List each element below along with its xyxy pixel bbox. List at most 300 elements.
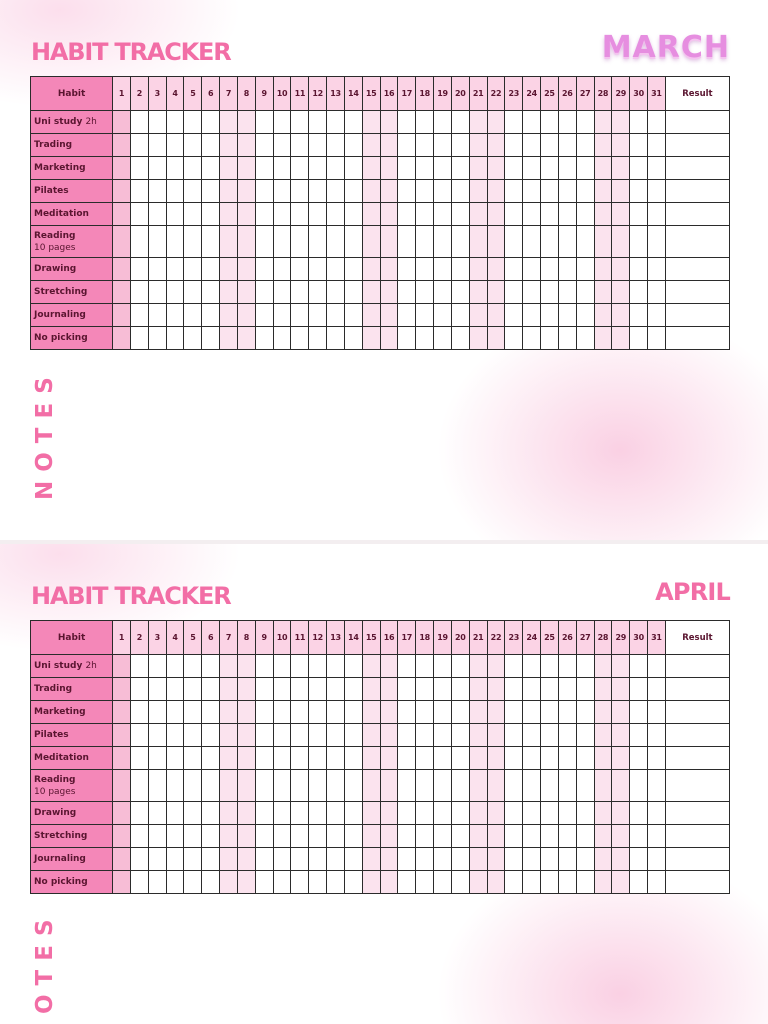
day-check-cell[interactable] [380, 327, 398, 350]
day-check-cell[interactable] [434, 111, 452, 134]
day-check-cell[interactable] [362, 226, 380, 258]
day-check-cell[interactable] [166, 281, 184, 304]
day-check-cell[interactable] [523, 724, 541, 747]
day-check-cell[interactable] [576, 678, 594, 701]
result-cell[interactable] [665, 157, 729, 180]
day-check-cell[interactable] [148, 848, 166, 871]
day-check-cell[interactable] [541, 226, 559, 258]
day-check-cell[interactable] [594, 655, 612, 678]
day-check-cell[interactable] [166, 258, 184, 281]
day-check-cell[interactable] [523, 678, 541, 701]
result-cell[interactable] [665, 678, 729, 701]
day-check-cell[interactable] [202, 825, 220, 848]
result-cell[interactable] [665, 226, 729, 258]
day-check-cell[interactable] [327, 327, 345, 350]
day-check-cell[interactable] [344, 825, 362, 848]
day-check-cell[interactable] [576, 871, 594, 894]
day-check-cell[interactable] [255, 871, 273, 894]
day-check-cell[interactable] [647, 258, 665, 281]
day-check-cell[interactable] [166, 226, 184, 258]
day-check-cell[interactable] [505, 871, 523, 894]
day-check-cell[interactable] [487, 226, 505, 258]
day-check-cell[interactable] [130, 134, 148, 157]
day-check-cell[interactable] [576, 770, 594, 802]
day-check-cell[interactable] [612, 871, 630, 894]
day-check-cell[interactable] [451, 281, 469, 304]
day-check-cell[interactable] [255, 281, 273, 304]
day-check-cell[interactable] [505, 770, 523, 802]
day-check-cell[interactable] [220, 327, 238, 350]
day-check-cell[interactable] [291, 871, 309, 894]
day-check-cell[interactable] [469, 747, 487, 770]
day-check-cell[interactable] [202, 111, 220, 134]
day-check-cell[interactable] [237, 111, 255, 134]
day-check-cell[interactable] [558, 770, 576, 802]
day-check-cell[interactable] [327, 281, 345, 304]
day-check-cell[interactable] [416, 701, 434, 724]
day-check-cell[interactable] [166, 203, 184, 226]
day-check-cell[interactable] [612, 848, 630, 871]
day-check-cell[interactable] [237, 770, 255, 802]
day-check-cell[interactable] [273, 770, 291, 802]
day-check-cell[interactable] [148, 134, 166, 157]
day-check-cell[interactable] [309, 678, 327, 701]
day-check-cell[interactable] [469, 701, 487, 724]
day-check-cell[interactable] [505, 281, 523, 304]
day-check-cell[interactable] [612, 701, 630, 724]
day-check-cell[interactable] [362, 747, 380, 770]
day-check-cell[interactable] [237, 258, 255, 281]
day-check-cell[interactable] [487, 825, 505, 848]
day-check-cell[interactable] [594, 180, 612, 203]
day-check-cell[interactable] [523, 747, 541, 770]
day-check-cell[interactable] [362, 304, 380, 327]
day-check-cell[interactable] [398, 111, 416, 134]
day-check-cell[interactable] [469, 203, 487, 226]
day-check-cell[interactable] [434, 327, 452, 350]
day-check-cell[interactable] [202, 258, 220, 281]
day-check-cell[interactable] [451, 770, 469, 802]
day-check-cell[interactable] [309, 157, 327, 180]
day-check-cell[interactable] [594, 203, 612, 226]
day-check-cell[interactable] [255, 724, 273, 747]
day-check-cell[interactable] [398, 747, 416, 770]
day-check-cell[interactable] [291, 825, 309, 848]
result-cell[interactable] [665, 327, 729, 350]
day-check-cell[interactable] [220, 258, 238, 281]
day-check-cell[interactable] [291, 304, 309, 327]
day-check-cell[interactable] [558, 180, 576, 203]
day-check-cell[interactable] [630, 848, 648, 871]
day-check-cell[interactable] [487, 157, 505, 180]
day-check-cell[interactable] [647, 848, 665, 871]
day-check-cell[interactable] [237, 203, 255, 226]
day-check-cell[interactable] [630, 304, 648, 327]
day-check-cell[interactable] [255, 678, 273, 701]
day-check-cell[interactable] [130, 281, 148, 304]
day-check-cell[interactable] [612, 111, 630, 134]
day-check-cell[interactable] [416, 848, 434, 871]
day-check-cell[interactable] [630, 327, 648, 350]
day-check-cell[interactable] [469, 304, 487, 327]
day-check-cell[interactable] [255, 258, 273, 281]
day-check-cell[interactable] [558, 111, 576, 134]
result-cell[interactable] [665, 258, 729, 281]
day-check-cell[interactable] [202, 281, 220, 304]
day-check-cell[interactable] [184, 203, 202, 226]
day-check-cell[interactable] [505, 111, 523, 134]
day-check-cell[interactable] [255, 701, 273, 724]
day-check-cell[interactable] [647, 180, 665, 203]
day-check-cell[interactable] [237, 281, 255, 304]
day-check-cell[interactable] [434, 281, 452, 304]
day-check-cell[interactable] [184, 327, 202, 350]
day-check-cell[interactable] [630, 701, 648, 724]
day-check-cell[interactable] [380, 678, 398, 701]
day-check-cell[interactable] [380, 802, 398, 825]
day-check-cell[interactable] [184, 281, 202, 304]
day-check-cell[interactable] [505, 701, 523, 724]
day-check-cell[interactable] [309, 203, 327, 226]
day-check-cell[interactable] [362, 327, 380, 350]
day-check-cell[interactable] [380, 701, 398, 724]
day-check-cell[interactable] [273, 134, 291, 157]
day-check-cell[interactable] [344, 304, 362, 327]
day-check-cell[interactable] [630, 770, 648, 802]
day-check-cell[interactable] [362, 134, 380, 157]
day-check-cell[interactable] [380, 747, 398, 770]
day-check-cell[interactable] [541, 327, 559, 350]
day-check-cell[interactable] [523, 304, 541, 327]
day-check-cell[interactable] [184, 770, 202, 802]
day-check-cell[interactable] [558, 134, 576, 157]
day-check-cell[interactable] [273, 226, 291, 258]
day-check-cell[interactable] [505, 655, 523, 678]
day-check-cell[interactable] [647, 770, 665, 802]
day-check-cell[interactable] [630, 203, 648, 226]
day-check-cell[interactable] [416, 655, 434, 678]
day-check-cell[interactable] [451, 678, 469, 701]
day-check-cell[interactable] [291, 203, 309, 226]
result-cell[interactable] [665, 802, 729, 825]
day-check-cell[interactable] [327, 701, 345, 724]
day-check-cell[interactable] [505, 134, 523, 157]
day-check-cell[interactable] [612, 724, 630, 747]
day-check-cell[interactable] [558, 327, 576, 350]
day-check-cell[interactable] [344, 157, 362, 180]
day-check-cell[interactable] [344, 111, 362, 134]
day-check-cell[interactable] [113, 327, 131, 350]
day-check-cell[interactable] [523, 180, 541, 203]
day-check-cell[interactable] [505, 747, 523, 770]
day-check-cell[interactable] [541, 871, 559, 894]
day-check-cell[interactable] [148, 678, 166, 701]
day-check-cell[interactable] [612, 157, 630, 180]
result-cell[interactable] [665, 281, 729, 304]
day-check-cell[interactable] [273, 724, 291, 747]
day-check-cell[interactable] [594, 327, 612, 350]
day-check-cell[interactable] [487, 134, 505, 157]
day-check-cell[interactable] [416, 157, 434, 180]
day-check-cell[interactable] [434, 848, 452, 871]
day-check-cell[interactable] [344, 747, 362, 770]
day-check-cell[interactable] [594, 157, 612, 180]
day-check-cell[interactable] [451, 871, 469, 894]
day-check-cell[interactable] [273, 304, 291, 327]
day-check-cell[interactable] [558, 304, 576, 327]
day-check-cell[interactable] [451, 304, 469, 327]
day-check-cell[interactable] [558, 747, 576, 770]
day-check-cell[interactable] [505, 802, 523, 825]
result-cell[interactable] [665, 825, 729, 848]
day-check-cell[interactable] [113, 825, 131, 848]
day-check-cell[interactable] [541, 180, 559, 203]
day-check-cell[interactable] [113, 701, 131, 724]
day-check-cell[interactable] [113, 848, 131, 871]
day-check-cell[interactable] [344, 258, 362, 281]
day-check-cell[interactable] [487, 848, 505, 871]
day-check-cell[interactable] [220, 180, 238, 203]
day-check-cell[interactable] [344, 724, 362, 747]
day-check-cell[interactable] [380, 111, 398, 134]
day-check-cell[interactable] [612, 747, 630, 770]
day-check-cell[interactable] [541, 802, 559, 825]
day-check-cell[interactable] [237, 180, 255, 203]
day-check-cell[interactable] [220, 134, 238, 157]
day-check-cell[interactable] [523, 770, 541, 802]
day-check-cell[interactable] [327, 848, 345, 871]
day-check-cell[interactable] [148, 111, 166, 134]
day-check-cell[interactable] [202, 701, 220, 724]
day-check-cell[interactable] [398, 825, 416, 848]
day-check-cell[interactable] [130, 180, 148, 203]
day-check-cell[interactable] [166, 747, 184, 770]
day-check-cell[interactable] [434, 180, 452, 203]
day-check-cell[interactable] [362, 701, 380, 724]
result-cell[interactable] [665, 134, 729, 157]
day-check-cell[interactable] [344, 701, 362, 724]
day-check-cell[interactable] [451, 226, 469, 258]
day-check-cell[interactable] [255, 226, 273, 258]
day-check-cell[interactable] [630, 802, 648, 825]
day-check-cell[interactable] [166, 327, 184, 350]
day-check-cell[interactable] [166, 157, 184, 180]
day-check-cell[interactable] [344, 770, 362, 802]
day-check-cell[interactable] [647, 655, 665, 678]
day-check-cell[interactable] [344, 655, 362, 678]
day-check-cell[interactable] [166, 678, 184, 701]
day-check-cell[interactable] [309, 802, 327, 825]
day-check-cell[interactable] [469, 327, 487, 350]
day-check-cell[interactable] [576, 180, 594, 203]
day-check-cell[interactable] [451, 825, 469, 848]
day-check-cell[interactable] [380, 825, 398, 848]
day-check-cell[interactable] [184, 304, 202, 327]
day-check-cell[interactable] [416, 203, 434, 226]
day-check-cell[interactable] [237, 848, 255, 871]
day-check-cell[interactable] [505, 180, 523, 203]
day-check-cell[interactable] [416, 281, 434, 304]
day-check-cell[interactable] [362, 770, 380, 802]
day-check-cell[interactable] [612, 180, 630, 203]
day-check-cell[interactable] [130, 848, 148, 871]
day-check-cell[interactable] [380, 871, 398, 894]
day-check-cell[interactable] [576, 724, 594, 747]
day-check-cell[interactable] [434, 770, 452, 802]
day-check-cell[interactable] [184, 802, 202, 825]
day-check-cell[interactable] [362, 157, 380, 180]
day-check-cell[interactable] [255, 111, 273, 134]
day-check-cell[interactable] [487, 871, 505, 894]
day-check-cell[interactable] [148, 655, 166, 678]
day-check-cell[interactable] [469, 180, 487, 203]
day-check-cell[interactable] [451, 848, 469, 871]
day-check-cell[interactable] [220, 770, 238, 802]
day-check-cell[interactable] [344, 281, 362, 304]
day-check-cell[interactable] [523, 111, 541, 134]
day-check-cell[interactable] [380, 281, 398, 304]
day-check-cell[interactable] [523, 157, 541, 180]
day-check-cell[interactable] [434, 678, 452, 701]
day-check-cell[interactable] [594, 802, 612, 825]
day-check-cell[interactable] [505, 226, 523, 258]
day-check-cell[interactable] [327, 825, 345, 848]
day-check-cell[interactable] [434, 825, 452, 848]
day-check-cell[interactable] [291, 226, 309, 258]
day-check-cell[interactable] [434, 258, 452, 281]
day-check-cell[interactable] [148, 770, 166, 802]
day-check-cell[interactable] [558, 678, 576, 701]
day-check-cell[interactable] [380, 203, 398, 226]
day-check-cell[interactable] [309, 724, 327, 747]
day-check-cell[interactable] [612, 678, 630, 701]
day-check-cell[interactable] [416, 304, 434, 327]
day-check-cell[interactable] [113, 281, 131, 304]
day-check-cell[interactable] [184, 655, 202, 678]
day-check-cell[interactable] [451, 747, 469, 770]
day-check-cell[interactable] [309, 258, 327, 281]
day-check-cell[interactable] [148, 825, 166, 848]
day-check-cell[interactable] [362, 258, 380, 281]
day-check-cell[interactable] [558, 871, 576, 894]
day-check-cell[interactable] [237, 304, 255, 327]
day-check-cell[interactable] [291, 655, 309, 678]
day-check-cell[interactable] [184, 258, 202, 281]
day-check-cell[interactable] [612, 825, 630, 848]
day-check-cell[interactable] [202, 871, 220, 894]
day-check-cell[interactable] [630, 724, 648, 747]
day-check-cell[interactable] [434, 871, 452, 894]
result-cell[interactable] [665, 871, 729, 894]
day-check-cell[interactable] [291, 327, 309, 350]
day-check-cell[interactable] [505, 848, 523, 871]
day-check-cell[interactable] [487, 258, 505, 281]
day-check-cell[interactable] [630, 226, 648, 258]
day-check-cell[interactable] [148, 281, 166, 304]
day-check-cell[interactable] [434, 226, 452, 258]
day-check-cell[interactable] [630, 157, 648, 180]
day-check-cell[interactable] [113, 770, 131, 802]
day-check-cell[interactable] [469, 226, 487, 258]
day-check-cell[interactable] [576, 701, 594, 724]
day-check-cell[interactable] [130, 203, 148, 226]
result-cell[interactable] [665, 203, 729, 226]
day-check-cell[interactable] [594, 304, 612, 327]
day-check-cell[interactable] [541, 747, 559, 770]
day-check-cell[interactable] [416, 747, 434, 770]
day-check-cell[interactable] [612, 258, 630, 281]
result-cell[interactable] [665, 701, 729, 724]
day-check-cell[interactable] [487, 327, 505, 350]
day-check-cell[interactable] [576, 226, 594, 258]
day-check-cell[interactable] [558, 281, 576, 304]
day-check-cell[interactable] [380, 134, 398, 157]
day-check-cell[interactable] [505, 157, 523, 180]
day-check-cell[interactable] [630, 281, 648, 304]
day-check-cell[interactable] [647, 304, 665, 327]
day-check-cell[interactable] [202, 848, 220, 871]
day-check-cell[interactable] [113, 655, 131, 678]
day-check-cell[interactable] [113, 203, 131, 226]
day-check-cell[interactable] [505, 327, 523, 350]
day-check-cell[interactable] [523, 655, 541, 678]
day-check-cell[interactable] [487, 802, 505, 825]
day-check-cell[interactable] [451, 258, 469, 281]
day-check-cell[interactable] [327, 157, 345, 180]
day-check-cell[interactable] [380, 724, 398, 747]
day-check-cell[interactable] [220, 747, 238, 770]
result-cell[interactable] [665, 724, 729, 747]
day-check-cell[interactable] [576, 258, 594, 281]
day-check-cell[interactable] [166, 180, 184, 203]
day-check-cell[interactable] [362, 203, 380, 226]
day-check-cell[interactable] [255, 802, 273, 825]
day-check-cell[interactable] [327, 258, 345, 281]
day-check-cell[interactable] [148, 802, 166, 825]
day-check-cell[interactable] [576, 157, 594, 180]
day-check-cell[interactable] [148, 180, 166, 203]
day-check-cell[interactable] [612, 770, 630, 802]
day-check-cell[interactable] [220, 724, 238, 747]
day-check-cell[interactable] [451, 701, 469, 724]
day-check-cell[interactable] [130, 825, 148, 848]
day-check-cell[interactable] [273, 157, 291, 180]
day-check-cell[interactable] [344, 180, 362, 203]
day-check-cell[interactable] [184, 724, 202, 747]
day-check-cell[interactable] [327, 111, 345, 134]
day-check-cell[interactable] [237, 157, 255, 180]
day-check-cell[interactable] [220, 226, 238, 258]
day-check-cell[interactable] [113, 157, 131, 180]
day-check-cell[interactable] [291, 180, 309, 203]
day-check-cell[interactable] [237, 655, 255, 678]
day-check-cell[interactable] [362, 825, 380, 848]
day-check-cell[interactable] [166, 304, 184, 327]
day-check-cell[interactable] [344, 802, 362, 825]
day-check-cell[interactable] [434, 304, 452, 327]
day-check-cell[interactable] [309, 180, 327, 203]
day-check-cell[interactable] [237, 327, 255, 350]
day-check-cell[interactable] [647, 747, 665, 770]
day-check-cell[interactable] [523, 802, 541, 825]
day-check-cell[interactable] [469, 258, 487, 281]
day-check-cell[interactable] [594, 226, 612, 258]
day-check-cell[interactable] [113, 802, 131, 825]
day-check-cell[interactable] [487, 701, 505, 724]
day-check-cell[interactable] [576, 747, 594, 770]
day-check-cell[interactable] [184, 848, 202, 871]
day-check-cell[interactable] [309, 226, 327, 258]
